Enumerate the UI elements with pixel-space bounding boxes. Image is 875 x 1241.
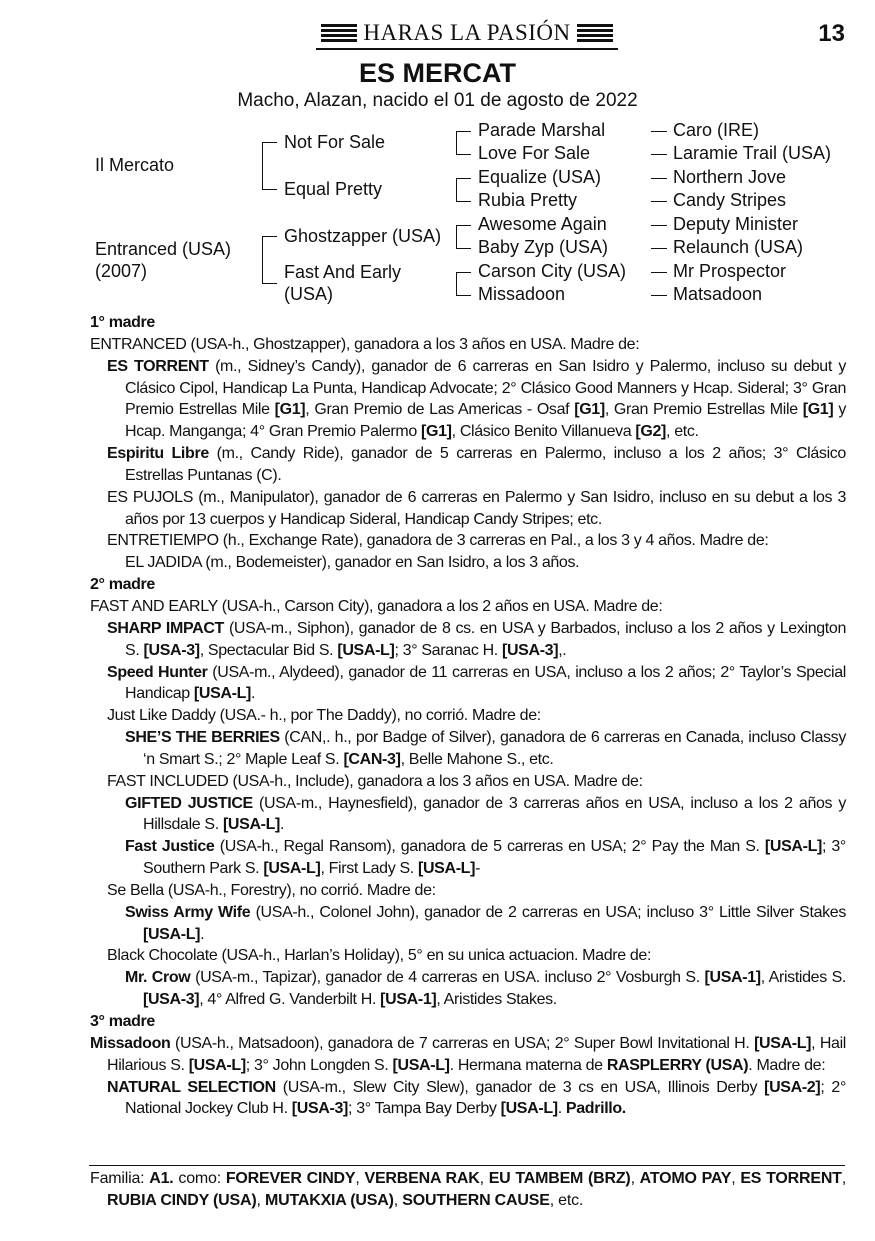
pedigree-entry: Espiritu Libre (m., Candy Ride), ganador de 5 carreras en Palermo, incluso a los 2 años; 3° Clásico Estrellas Puntanas (C). [107, 445, 846, 484]
pedigree-gen2-4: Fast And Early [284, 262, 402, 282]
bracket-dam [262, 236, 277, 284]
pedigree-gen4-7: Mr Prospector [673, 261, 787, 281]
pedigree-entry: Just Like Daddy (USA.- h., por The Daddy), no corrió. Madre de: [107, 707, 541, 725]
pedigree-gen3-4: Rubia Pretty [478, 190, 578, 210]
pedigree-gen4-3: Northern Jove [673, 167, 787, 187]
brand-logo [316, 18, 618, 48]
pedigree-gen3-3: Equalize (USA) [478, 167, 602, 187]
pedigree-dam-year: (2007) [95, 261, 148, 281]
dash-6 [651, 248, 667, 249]
pedigree-entry: GIFTED JUSTICE (USA-m., Haynesfield), ganador de 3 carreras años en USA, incluso a los 2 años y Hillsdale S. [USA-L]. [125, 794, 846, 834]
pedigree-gen4-5: Deputy Minister [673, 214, 799, 234]
pedigree-gen3-6: Baby Zyp (USA) [478, 237, 609, 257]
pedigree-gen2-2: Equal Pretty [284, 179, 383, 199]
pedigree-gen3-2: Love For Sale [478, 143, 591, 163]
dash-5 [651, 225, 667, 226]
dash-8 [651, 295, 667, 296]
pedigree-entry: ES PUJOLS (m., Manipulator), ganador de 6 carreras en Palermo y San Isidro, incluso en su debut a los 3 años por 13 cuerpos y Handicap Sideral, Handicap Candy Stripes; etc. [107, 488, 846, 528]
pedigree-gen2-1: Not For Sale [284, 132, 386, 152]
brand-underline [316, 48, 618, 50]
brand-name: HARAS LA PASIÓN [363, 20, 571, 45]
pedigree-entry: FAST INCLUDED (USA-h., Include), ganadora a los 3 años en USA. Madre de: [107, 772, 643, 790]
pedigree-gen2-3: Ghostzapper (USA) [284, 226, 442, 246]
dash-1 [651, 131, 667, 132]
left-bars-icon [321, 24, 357, 42]
pedigree-gen4-1: Caro (IRE) [673, 120, 760, 140]
section-heading: 2° madre [90, 576, 155, 594]
pedigree-entry: Se Bella (USA-h., Forestry), no corrió. Madre de: [107, 881, 436, 899]
bracket-g3-4 [456, 272, 471, 296]
pedigree-gen4-2: Laramie Trail (USA) [673, 143, 832, 163]
section-heading: 1° madre [90, 314, 155, 331]
dash-4 [651, 201, 667, 202]
dash-2 [651, 154, 667, 155]
pedigree-entry: Missadoon (USA-h., Matsadoon), ganadora de 7 carreras en USA; 2° Super Bowl Invitational H. [USA-L], Hail Hilarious S. [USA-L]; 3° John Longden S. [USA-L]. Hermana materna de RASPLERRY (USA). Madre de: [90, 1034, 847, 1074]
page-number: 13 [818, 20, 845, 47]
bracket-g3-2 [456, 178, 471, 202]
pedigree-entry: ENTRETIEMPO (h., Exchange Rate), ganadora de 3 carreras en Pal., a los 3 y 4 años. Madre de: [107, 532, 769, 550]
pedigree-entry: Fast Justice (USA-h., Regal Ransom), ganadora de 5 carreras en USA; 2° Pay the Man S. [USA-L]; 3° Southern Park S. [USA-L], First Lady S. [USA-L]- [125, 838, 846, 878]
pedigree-entry: Swiss Army Wife (USA-h., Colonel John), ganador de 2 carreras en USA; incluso 3° Little Silver Stakes [USA-L]. [125, 903, 846, 943]
pedigree-entry: Black Chocolate (USA-h., Harlan’s Holiday), 5° en su unica actuacion. Madre de: [107, 947, 652, 965]
horse-description: Macho, Alazan, nacido el 01 de agosto de 2022 [237, 90, 638, 111]
pedigree-gen4-6: Relaunch (USA) [673, 237, 804, 257]
right-bars-icon [577, 24, 613, 42]
pedigree-entry: SHE’S THE BERRIES (CAN,. h., por Badge of Silver), ganadora de 6 carreras en Canada, incluso Classy ‘n Smart S.; 2° Maple Leaf S. [CAN-3], Belle Mahone S., etc. [125, 729, 846, 768]
divider [89, 1165, 845, 1166]
pedigree-entry: Speed Hunter (USA-m., Alydeed), ganador de 11 carreras en USA, incluso a los 2 años; 2° Taylor’s Special Handicap [USA-L]. [107, 663, 846, 703]
pedigree-entry: ES TORRENT (m., Sidney’s Candy), ganador de 6 carreras en San Isidro y Palermo, incluso su debut y Clásico Cipol, Handicap La Punta, Handicap Advocate; 2° Clásico Good Manners y Hcap. Sideral; 3° Gran Premio Estrellas Mile [G1], Gran Premio de Las Americas - Osaf [G1], Gran Premio Estrellas Mile [G1] y Hcap. Manganga; 4° Gran Premio Palermo [G1], Clásico Benito Villanueva [G2], etc. [107, 357, 846, 441]
family-history [90, 312, 846, 1120]
bracket-sire [262, 142, 277, 190]
horse-name: ES MERCAT [358, 58, 516, 88]
dash-7 [651, 272, 667, 273]
section-heading: 3° madre [90, 1013, 155, 1030]
bracket-g3-3 [456, 225, 471, 249]
pedigree-entry: NATURAL SELECTION (USA-m., Slew City Slew), ganador de 3 cs en USA, Illinois Derby [USA-2]; 2° National Jockey Club H. [USA-3]; 3° Tampa Bay Derby [USA-L]. Padrillo. [107, 1078, 846, 1118]
pedigree-entry: ENTRANCED (USA-h., Ghostzapper), ganadora a los 3 años en USA. Madre de: [90, 335, 640, 353]
pedigree-gen2-4b: (USA) [284, 284, 333, 304]
pedigree-gen3-8: Missadoon [478, 284, 566, 304]
pedigree-entry: Mr. Crow (USA-m., Tapizar), ganador de 4 carreras en USA. incluso 2° Vosburgh S. [USA-1], Aristides S. [USA-3], 4° Alfred G. Vanderbilt H. [USA-1], Aristides Stakes. [125, 969, 847, 1009]
pedigree-entry: EL JADIDA (m., Bodemeister), ganador en San Isidro, a los 3 años. [125, 554, 580, 572]
pedigree-gen4-8: Matsadoon [673, 284, 763, 304]
pedigree-gen3-1: Parade Marshal [478, 120, 606, 140]
pedigree-entry: SHARP IMPACT (USA-m., Siphon), ganador de 8 cs. en USA y Barbados, incluso a los 2 años y Lexington S. [USA-3], Spectacular Bid S. [USA-L]; 3° Saranac H. [USA-3],. [107, 619, 846, 659]
page-header [0, 18, 875, 50]
familia-text: Familia: A1. como: FOREVER CINDY, VERBENA RAK, EU TAMBEM (BRZ), ATOMO PAY, ES TORRENT, RUBIA CINDY (USA), MUTAKXIA (USA), SOUTHERN CAUSE, etc. [90, 1170, 846, 1209]
pedigree-dam: Entranced (USA) [95, 239, 232, 259]
dash-3 [651, 178, 667, 179]
pedigree-gen4-4: Candy Stripes [673, 190, 787, 210]
bracket-g3-1 [456, 131, 471, 155]
pedigree-sire: Il Mercato [95, 155, 175, 175]
pedigree-entry: FAST AND EARLY (USA-h., Carson City), ganadora a los 2 años en USA. Madre de: [90, 597, 663, 615]
familia-section [90, 1168, 846, 1212]
pedigree-gen3-7: Carson City (USA) [478, 261, 627, 281]
pedigree-gen3-5: Awesome Again [478, 214, 607, 234]
